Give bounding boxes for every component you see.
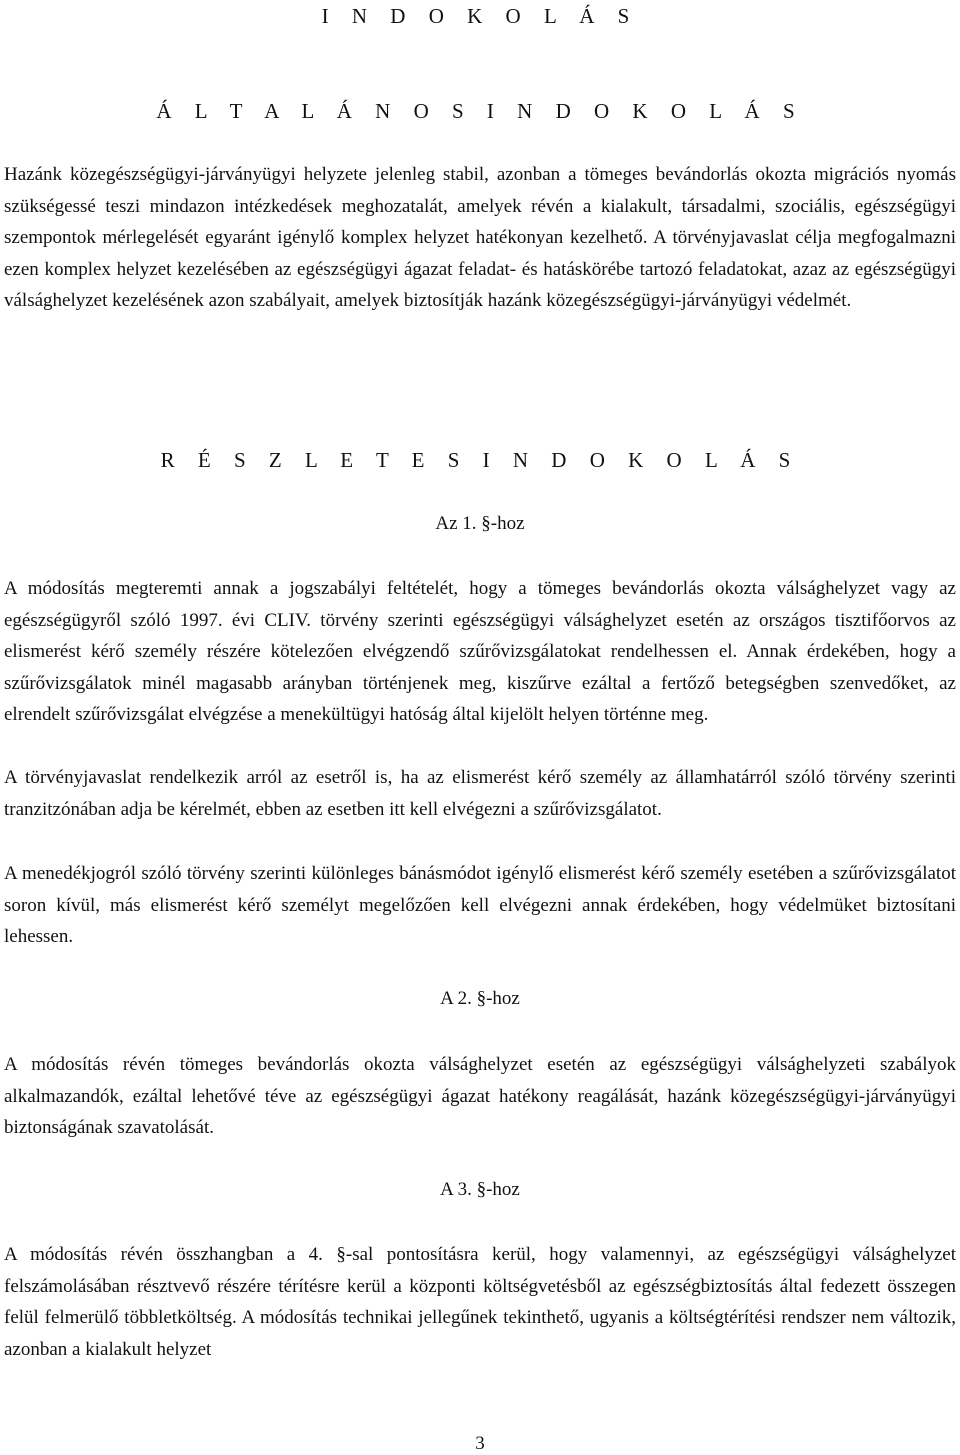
section-1-paragraph-3: A menedékjogról szóló törvény szerinti különleges bánásmódot igénylő elismerést kérő személy esetében a szűrővizsgálatot soron kívül, más elismerést kérő személyt megelőzően kell elvégezni annak érdekében, hogy védelmüket biztosítani lehessen.: [4, 863, 956, 947]
section-2-heading: A 2. §-hoz: [440, 988, 520, 1009]
detailed-justification-heading: R É S Z L E T E S I N D O K O L Á S: [160, 448, 800, 472]
section-1-paragraph-1: A módosítás megteremti annak a jogszabályi feltételét, hogy a tömeges bevándorlás okozta válsághelyzet vagy az egészségügyről szóló 1997. évi CLIV. törvény szerinti egészségügyi válsághelyzet esetén az országos tisztifőorvos az elismerést kérő személy részére kötelezően elvégzendő szűrővizsgálatokat rendelhessen el. Annak érdekében, hogy a szűrővizsgálatok minél magasabb arányban történjenek meg, kiszűrve ezáltal a fertőző betegségben szenvedőket, az elrendelt szűrővizsgálat elvégzése a menekültügyi hatóság által kijelölt helyen történne meg.: [4, 578, 956, 725]
section-3-paragraph: A módosítás révén összhangban a 4. §-sal pontosításra kerül, hogy valamennyi, az egészségügyi válsághelyzet felszámolásában résztvevő részére térítésre kerül a központi költségvetésből az egészségbiztosítás által fedezett összegen felül felmerülő többletköltség. A módosítás technikai jellegűnek tekinthető, ugyanis a költségtérítési rendszer nem változik, azonban a kialakult helyzet: [4, 1244, 956, 1360]
general-justification-paragraph: Hazánk közegészségügyi-járványügyi helyzete jelenleg stabil, azonban a tömeges bevándorlás okozta migrációs nyomás szükségessé teszi mindazon intézkedések meghozatalát, amelyek révén a kialakult, társadalmi, szociális, egészségügyi szempontok mérlegelését egyaránt igénylő komplex helyzet hatékonyan kezelhető. A törvényjavaslat célja megfogalmazni ezen komplex helyzet kezelésében az egészségügyi ágazat feladat- és hatáskörébe tartozó feladatokat, azaz az egészségügyi válsághelyzet kezelésének azon szabályait, amelyek biztosítják hazánk közegészségügyi-járványügyi védelmét.: [4, 164, 956, 311]
section-1-heading: Az 1. §-hoz: [435, 513, 525, 534]
general-justification-heading: Á L T A L Á N O S I N D O K O L Á S: [156, 99, 804, 123]
section-1-paragraph-2: A törvényjavaslat rendelkezik arról az esetről is, ha az elismerést kérő személy az államhatárról szóló törvény szerinti tranzitzónában adja be kérelmét, ebben az esetben itt kell elvégezni a szűrővizsgálatot.: [4, 767, 956, 820]
section-2-paragraph: A módosítás révén tömeges bevándorlás okozta válsághelyzet esetén az egészségügyi válsághelyzeti szabályok alkalmazandók, ezáltal lehetővé téve az egészségügyi ágazat hatékony reagálását, hazánk közegészségügyi-járványügyi biztonságának szavatolását.: [4, 1054, 956, 1138]
document-title: I N D O K O L Á S: [321, 4, 639, 28]
section-3-heading: A 3. §-hoz: [440, 1179, 520, 1200]
page-number: 3: [475, 1433, 485, 1454]
